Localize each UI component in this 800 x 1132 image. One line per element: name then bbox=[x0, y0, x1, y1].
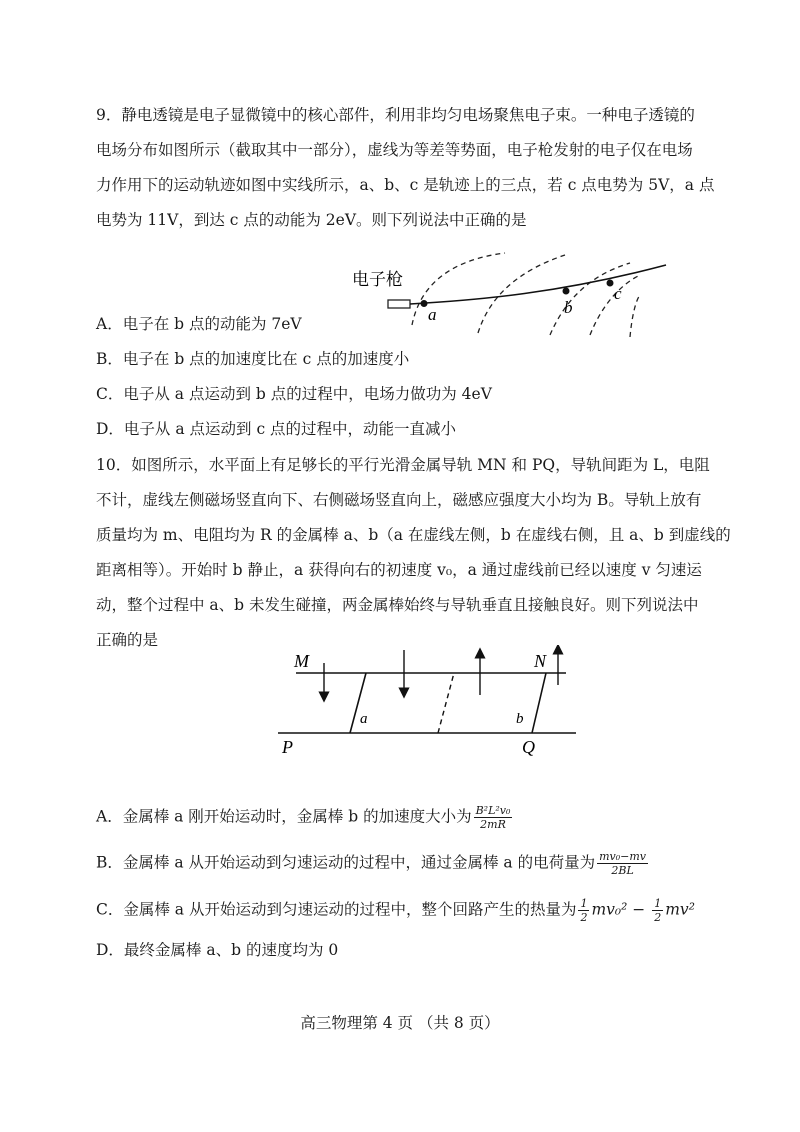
fraction-a bbox=[474, 804, 513, 831]
q10-line-6: 正确的是 bbox=[96, 631, 159, 649]
rod-b bbox=[532, 673, 546, 733]
q9-option-a: A．电子在 b 点的动能为 7eV bbox=[96, 315, 302, 333]
q10-line-3: 质量均为 m、电阻均为 R 的金属棒 a、b（a 在虚线左侧，b 在虚线右侧，且 a、b 到虚线的 bbox=[96, 526, 731, 544]
q9-line-1: 9．静电透镜是电子显微镜中的核心部件，利用非均匀电场聚焦电子束。一种电子透镜的 bbox=[96, 106, 695, 124]
point-c-marker bbox=[607, 280, 614, 287]
boundary-dashed-line bbox=[438, 673, 454, 733]
q9-option-c: C．电子从 a 点运动到 b 点的过程中，电场力做功为 4eV bbox=[96, 385, 492, 403]
label-M: M bbox=[294, 651, 309, 671]
fraction-b bbox=[597, 850, 648, 877]
q10-option-a bbox=[96, 804, 514, 831]
fraction-c2-den: 2 bbox=[654, 911, 662, 924]
fraction-c1 bbox=[578, 897, 589, 924]
equipotential-lines bbox=[412, 253, 640, 337]
q10-option-a-text: A．金属棒 a 刚开始运动时，金属棒 b 的加速度大小为 bbox=[96, 807, 472, 826]
label-c: c bbox=[614, 284, 622, 303]
q10-line-5: 动，整个过程中 a、b 未发生碰撞，两金属棒始终与导轨垂直且接触良好。则下列说法中 bbox=[96, 596, 699, 614]
q9-line-4: 电势为 11V，到达 c 点的动能为 2eV。则下列说法中正确的是 bbox=[96, 211, 527, 229]
term-c1: mv₀² bbox=[591, 900, 628, 919]
fraction-a-den: 2mR bbox=[480, 818, 506, 831]
label-b: b bbox=[564, 298, 573, 317]
q10-option-c-text: C．金属棒 a 从开始运动到匀速运动的过程中，整个回路产生的热量为 bbox=[96, 900, 577, 919]
q9-option-b: B．电子在 b 点的加速度比在 c 点的加速度小 bbox=[96, 350, 410, 368]
q10-line-1: 10．如图所示，水平面上有足够长的平行光滑金属导轨 MN 和 PQ，导轨间距为 L，电阻 bbox=[96, 456, 710, 474]
gun-label: 电子枪 bbox=[352, 270, 403, 289]
term-c2: mv² bbox=[665, 900, 695, 919]
q10-line-4: 距离相等）。开始时 b 静止，a 获得向右的初速度 v₀，a 通过虚线前已经以速度 v 匀速运 bbox=[96, 561, 702, 579]
q10-option-c bbox=[96, 897, 695, 924]
minus-sign: − bbox=[632, 900, 646, 919]
label-rod-b: b bbox=[516, 711, 524, 727]
label-P: P bbox=[282, 737, 293, 757]
fraction-c1-den: 2 bbox=[580, 911, 588, 924]
fraction-c1-num: 1 bbox=[580, 897, 588, 910]
q9-line-3: 力作用下的运动轨迹如图中实线所示，a、b、c 是轨迹上的三点，若 c 点电势为 5V，a 点 bbox=[96, 176, 715, 194]
label-N: N bbox=[534, 651, 547, 671]
fraction-b-den: 2BL bbox=[611, 864, 634, 877]
fraction-a-num: B²L²v₀ bbox=[475, 804, 511, 817]
q10-figure bbox=[276, 645, 586, 760]
page-footer: 高三物理第 4 页 （共 8 页） bbox=[300, 1014, 500, 1032]
label-Q: Q bbox=[522, 737, 535, 757]
electron-gun-icon bbox=[388, 300, 410, 308]
q9-line-2: 电场分布如图所示（截取其中一部分），虚线为等差等势面，电子枪发射的电子仅在电场 bbox=[96, 141, 693, 159]
point-a-marker bbox=[421, 300, 428, 307]
point-b-marker bbox=[563, 288, 570, 295]
fraction-c2-num: 1 bbox=[654, 897, 662, 910]
label-a: a bbox=[428, 305, 437, 324]
q9-option-d: D．电子从 a 点运动到 c 点的过程中，动能一直减小 bbox=[96, 420, 457, 438]
fraction-c2 bbox=[652, 897, 663, 924]
q10-option-d: D．最终金属棒 a、b 的速度均为 0 bbox=[96, 941, 339, 959]
q9-figure bbox=[340, 245, 670, 340]
label-rod-a: a bbox=[360, 711, 368, 727]
fraction-b-num: mv₀−mv bbox=[599, 850, 647, 863]
q10-line-2: 不计，虚线左侧磁场竖直向下、右侧磁场竖直向上，磁感应强度大小均为 B。导轨上放有 bbox=[96, 491, 702, 509]
q10-option-b bbox=[96, 850, 650, 877]
q10-option-b-text: B．金属棒 a 从开始运动到匀速运动的过程中，通过金属棒 a 的电荷量为 bbox=[96, 853, 596, 872]
